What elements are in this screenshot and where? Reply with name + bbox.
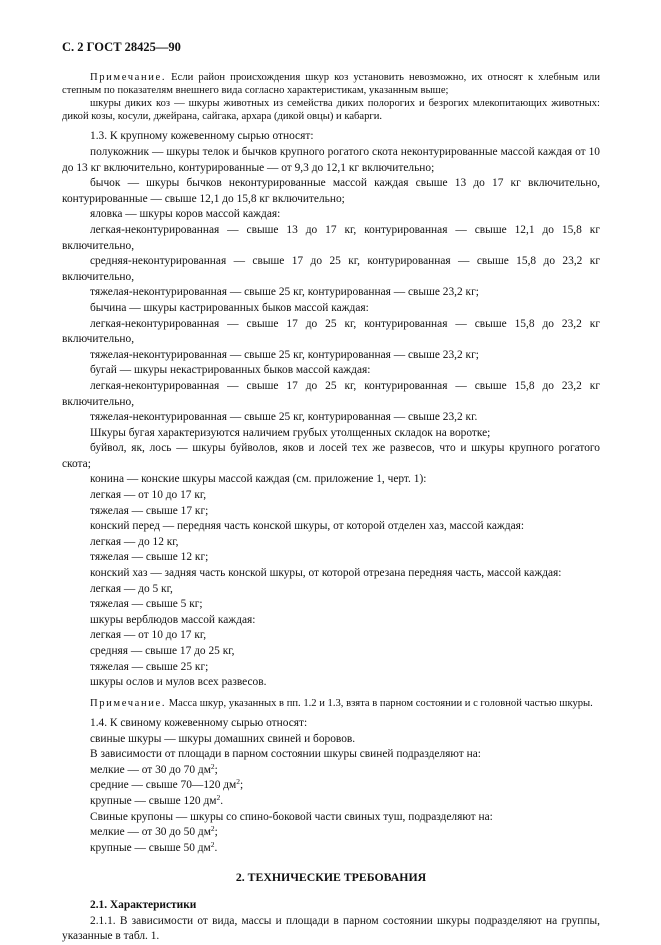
polukozhnik: полукожник — шкуры телок и бычков крупного рогатого скота неконтурированные массой каждая от 10 до 13 кг включительно, контурированные — от 9,3 до 12,1 кг включительно; xyxy=(62,146,600,174)
svinye-srednie-text: средние — свыше 70—120 дм xyxy=(90,779,237,792)
konina: конина — конские шкуры массой каждая (см. приложение 1, черт. 1): xyxy=(90,473,427,486)
krupony-krupnye xyxy=(62,841,600,857)
bychina-light: легкая-неконтурированная — свыше 17 до 25 кг, контурированная — свыше 15,8 до 23,2 кг включительно, xyxy=(62,317,600,346)
khaz-light: легкая — до 5 кг, xyxy=(90,582,173,595)
bugay-heavy: тяжелая-неконтурированная — свыше 25 кг, контурированная — свыше 23,2 кг. xyxy=(90,411,478,424)
bugay-light: легкая-неконтурированная — свыше 17 до 25 кг, контурированная — свыше 15,8 до 23,2 кг включительно, xyxy=(62,379,600,408)
page-header: С. 2 ГОСТ 28425—90 xyxy=(62,40,181,54)
note-1-wild-goats: шкуры диких коз — шкуры животных из семейства диких полорогих и безрогих млекопитающих животных: дикой козы, косули, джейрана, сайгака, архара (дикой овцы) и кабарги. xyxy=(62,98,600,123)
krupony-melkie-text: мелкие — от 30 до 50 дм xyxy=(90,826,211,839)
yalovka: яловка — шкуры коров массой каждая: xyxy=(90,208,281,221)
konina-light: легкая — от 10 до 17 кг, xyxy=(90,489,207,502)
unit-superscript: 2 xyxy=(210,761,215,771)
punct: . xyxy=(220,794,224,807)
konsky-pered: конский перед — передняя часть конской шкуры, от которой отделен хаз, массой каждая: xyxy=(90,520,525,533)
bychok: бычок — шкуры бычков неконтурированные массой каждая свыше 13 до 17 кг включительно, контурированные — свыше 12,1 до 15,8 кг включительно; xyxy=(62,177,600,205)
note-label: Примечание. xyxy=(90,71,167,83)
bugay: бугай — шкуры некастрированных быков массой каждая: xyxy=(90,364,371,377)
unit-superscript: 2 xyxy=(210,839,215,849)
yalovka-light: легкая-неконтурированная — свыше 13 до 17 кг, контурированная — свыше 12,1 до 15,8 кг включительно, xyxy=(62,223,600,252)
pered-light: легкая — до 12 кг, xyxy=(90,535,179,548)
unit-superscript: 2 xyxy=(216,792,221,802)
svinye-krupnye-text: крупные — свыше 120 дм xyxy=(90,794,217,807)
punct: ; xyxy=(214,826,218,839)
buyvol: буйвол, як, лось — шкуры буйволов, яков и лосей тех же развесов, что и шкуры крупного рогатого скота; xyxy=(62,442,600,470)
punct: ; xyxy=(214,763,218,776)
clause-1-4-title: 1.4. К свиному кожевенному сырью относят: xyxy=(90,716,308,729)
note-label: Примечание. xyxy=(90,697,167,709)
konina-heavy: тяжелая — свыше 17 кг; xyxy=(90,504,209,517)
svinye-krupony: Свиные крупоны — шкуры со спино-боковой части свиных туш, подразделяют на: xyxy=(90,810,493,823)
punct: ; xyxy=(240,779,244,792)
svinye-shkury: свиные шкуры — шкуры домашних свиней и боровов. xyxy=(90,732,356,745)
osly-muly: шкуры ослов и мулов всех развесов. xyxy=(90,676,267,689)
bychina-heavy: тяжелая-неконтурированная — свыше 25 кг, контурированная — свыше 23,2 кг; xyxy=(90,348,479,361)
section-2-title: 2. ТЕХНИЧЕСКИЕ ТРЕБОВАНИЯ xyxy=(235,870,427,885)
yalovka-heavy: тяжелая-неконтурированная — свыше 25 кг, контурированная — свыше 23,2 кг; xyxy=(90,286,479,299)
verblud-medium: средняя — свыше 17 до 25 кг, xyxy=(90,645,235,657)
svinye-melkie xyxy=(62,763,600,779)
svinye-srednie xyxy=(62,778,600,794)
note-2 xyxy=(62,697,600,710)
yalovka-medium: средняя-неконтурированная — свыше 17 до 25 кг, контурированная — свыше 15,8 до 23,2 кг включительно, xyxy=(62,255,600,283)
bychina: бычина — шкуры кастрированных быков массой каждая: xyxy=(90,301,369,314)
clause-2-1-1: 2.1.1. В зависимости от вида, массы и площади в парном состоянии шкуры подразделяют на группы, указанные в табл. 1. xyxy=(62,914,600,943)
unit-superscript: 2 xyxy=(236,777,241,787)
document-page xyxy=(62,40,600,945)
note-1 xyxy=(62,71,600,97)
verblud-light: легкая — от 10 до 17 кг, xyxy=(90,629,207,642)
punct: . xyxy=(214,841,218,854)
unit-superscript: 2 xyxy=(210,824,215,834)
verblud-heavy: тяжелая — свыше 25 кг; xyxy=(90,660,209,673)
clause-1-3-title: 1.3. К крупному кожевенному сырью относят: xyxy=(90,130,314,143)
bugay-characteristic: Шкуры бугая характеризуются наличием грубых утолщенных складок на воротке; xyxy=(90,426,491,439)
svinye-area: В зависимости от площади в парном состоянии шкуры свиней подразделяют на: xyxy=(90,748,481,761)
pered-heavy: тяжелая — свыше 12 кг; xyxy=(90,551,209,564)
krupony-krupnye-text: крупные — свыше 50 дм xyxy=(90,841,211,854)
subsection-2-1-title: 2.1. Характеристики xyxy=(90,898,197,911)
verblud: шкуры верблюдов массой каждая: xyxy=(90,613,256,626)
svinye-melkie-text: мелкие — от 30 до 70 дм xyxy=(90,763,211,776)
svinye-krupnye xyxy=(62,794,600,810)
khaz-heavy: тяжелая — свыше 5 кг; xyxy=(90,598,203,611)
krupony-melkie xyxy=(62,825,600,841)
note-text: Если район происхождения шкур коз установить невозможно, их относят к хлебным или степным по показателям внешнего вида согласно характеристикам, указанным выше; xyxy=(62,71,600,96)
konsky-khaz: конский хаз — задняя часть конской шкуры, от которой отрезана передняя часть, массой каждая: xyxy=(90,567,562,580)
note-text: Масса шкур, указанных в пп. 1.2 и 1.3, взята в парном состоянии и с головной частью шкуры. xyxy=(166,697,593,709)
